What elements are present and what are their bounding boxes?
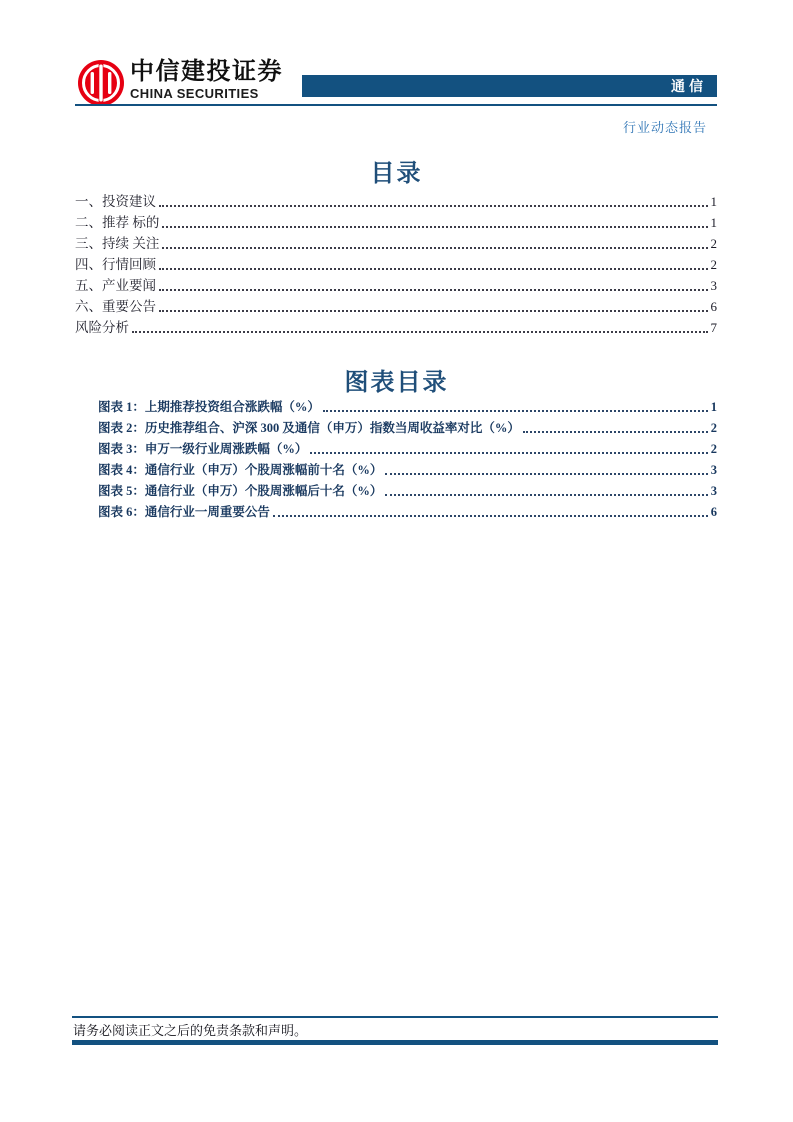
footer-divider-thin <box>72 1016 718 1018</box>
figure-toc-entry[interactable] <box>98 499 717 520</box>
toc-entry[interactable] <box>75 294 717 315</box>
figure-entry-page: 3 <box>710 484 717 498</box>
toc-entry-label: 四、行情回顾 <box>75 257 156 272</box>
toc-entry-label: 六、重要公告 <box>75 299 156 314</box>
logo-name-cn: 中信建投证券 <box>130 58 283 85</box>
toc-entry-label: 一、投资建议 <box>75 194 156 209</box>
toc-entry-page: 7 <box>710 320 717 335</box>
footer-disclaimer: 请务必阅读正文之后的免责条款和声明。 <box>73 1023 308 1038</box>
dot-leader <box>162 226 707 228</box>
report-type-label: 行业动态报告 <box>622 120 707 135</box>
figure-entry-label: 图表 1：上期推荐投资组合涨跌幅（%） <box>98 400 320 414</box>
logo-wordmark <box>130 58 330 101</box>
industry-tag-bar <box>302 75 717 97</box>
citic-logo-icon <box>77 59 125 107</box>
header-divider <box>75 104 717 106</box>
figure-toc-list <box>98 394 717 520</box>
toc-entry[interactable] <box>75 189 717 210</box>
toc-entry-page: 1 <box>710 194 717 209</box>
dot-leader <box>159 310 708 312</box>
toc-title: 目录 <box>370 160 423 187</box>
toc-entry-page: 1 <box>710 215 717 230</box>
toc-list <box>75 189 717 336</box>
dot-leader <box>323 410 708 412</box>
figure-entry-page: 2 <box>710 421 717 435</box>
dot-leader <box>132 331 708 333</box>
toc-entry-page: 2 <box>710 257 717 272</box>
figure-toc-entry[interactable] <box>98 415 717 436</box>
industry-tag-label: 通信 <box>671 78 707 94</box>
dot-leader <box>523 431 708 433</box>
logo-name-en: CHINA SECURITIES <box>130 86 259 101</box>
toc-entry-page: 2 <box>710 236 717 251</box>
figure-entry-page: 6 <box>710 505 717 519</box>
figure-toc-entry[interactable] <box>98 394 717 415</box>
figure-entry-page: 1 <box>710 400 717 414</box>
figure-entry-page: 3 <box>710 463 717 477</box>
dot-leader <box>385 473 707 475</box>
figure-entry-label: 图表 3：申万一级行业周涨跌幅（%） <box>98 442 308 456</box>
footer-divider-thick <box>72 1040 718 1045</box>
figure-toc-entry[interactable] <box>98 436 717 457</box>
toc-entry-label: 风险分析 <box>75 320 129 335</box>
figure-entry-label: 图表 2：历史推荐组合、沪深 300 及通信（申万）指数当周收益率对比（%） <box>98 421 520 435</box>
dot-leader <box>162 247 707 249</box>
toc-entry[interactable] <box>75 210 717 231</box>
figure-toc-entry[interactable] <box>98 478 717 499</box>
figure-entry-label: 图表 5：通信行业（申万）个股周涨幅后十名（%） <box>98 484 383 498</box>
toc-entry[interactable] <box>75 273 717 294</box>
figure-toc-entry[interactable] <box>98 457 717 478</box>
toc-entry-page: 3 <box>710 278 717 293</box>
dot-leader <box>159 289 708 291</box>
toc-entry[interactable] <box>75 231 717 252</box>
dot-leader <box>310 452 707 454</box>
toc-entry-page: 6 <box>710 299 717 314</box>
toc-entry-label: 二、推荐 标的 <box>75 215 160 230</box>
dot-leader <box>159 268 708 270</box>
dot-leader <box>385 494 707 496</box>
figure-entry-label: 图表 4：通信行业（申万）个股周涨幅前十名（%） <box>98 463 383 477</box>
toc-entry[interactable] <box>75 315 717 336</box>
figure-entry-page: 2 <box>710 442 717 456</box>
dot-leader <box>159 205 708 207</box>
figure-toc-title: 图表目录 <box>344 369 449 396</box>
toc-entry-label: 五、产业要闻 <box>75 278 156 293</box>
figure-entry-label: 图表 6：通信行业一周重要公告 <box>98 505 270 519</box>
dot-leader <box>273 515 708 517</box>
toc-entry[interactable] <box>75 252 717 273</box>
toc-entry-label: 三、持续 关注 <box>75 236 160 251</box>
